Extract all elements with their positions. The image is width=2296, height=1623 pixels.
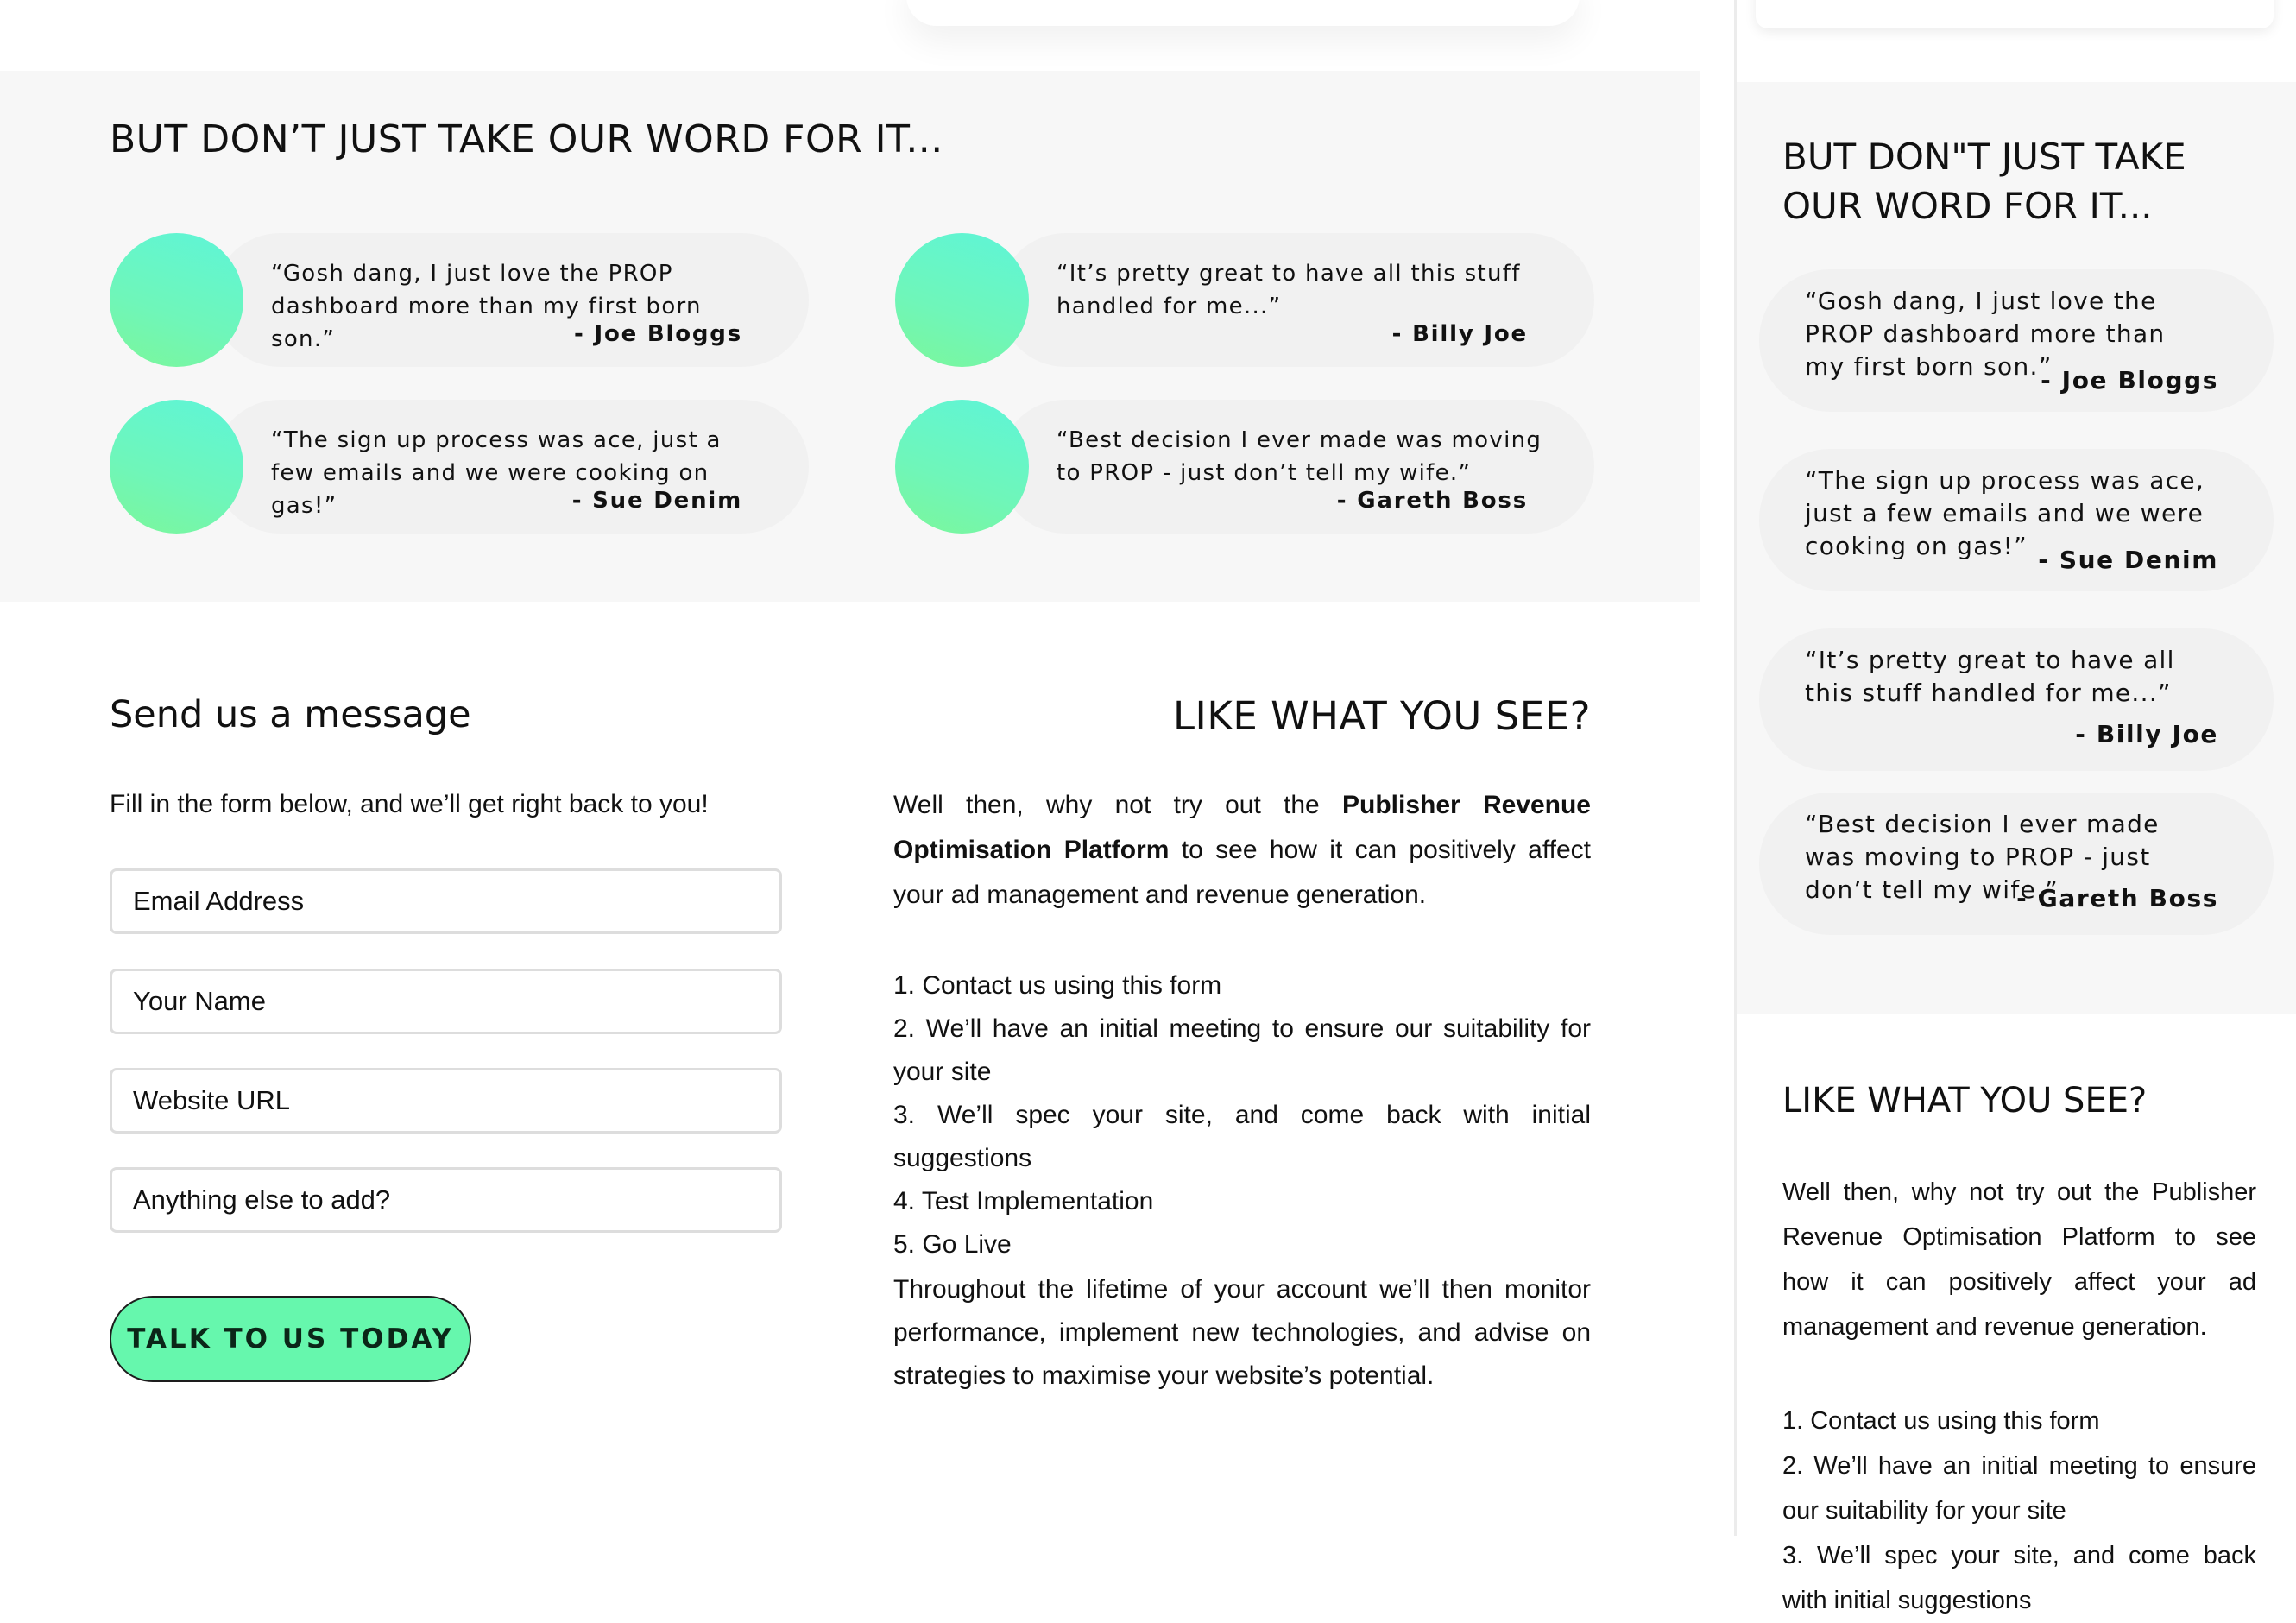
testimonial-quote: “It’s pretty great to have all this stuff handled for me...” [1805, 646, 2175, 707]
testimonial-quote: “It’s pretty great to have all this stuff handled for me...” [1057, 261, 1521, 319]
website-url-field[interactable] [110, 1068, 782, 1134]
like-what-you-see-heading: LIKE WHAT YOU SEE? [1172, 693, 1591, 739]
testimonial-card [895, 400, 1594, 534]
name-field[interactable] [110, 969, 782, 1034]
avatar [110, 400, 243, 534]
mobile-testimonial-card [1759, 269, 2274, 412]
talk-to-us-button[interactable]: TALK TO US TODAY [110, 1296, 471, 1382]
step-item: 3. We’ll spec your site, and come back with initial suggestions [893, 1101, 1591, 1172]
email-field[interactable] [110, 868, 782, 934]
step-item: 5. Go Live [893, 1230, 1012, 1259]
avatar [895, 400, 1029, 534]
intro-text-end: to see how it can positively affect your ad management and revenue generation. [893, 836, 1592, 909]
mobile-testimonial-card [1759, 628, 2274, 771]
mobile-testimonial-card [1759, 449, 2274, 591]
mobile-like-what-you-see-body: Well then, why not try out the Publisher Revenue Optimisation Platform to see how it can positively affect your ad management and revenue generation. [1782, 1178, 2256, 1341]
like-what-you-see-intro [893, 783, 1591, 918]
testimonial-quote: “Gosh dang, I just love the PROP dashboard more than my first born son.” [1805, 287, 2166, 381]
testimonial-quote: “Gosh dang, I just love the PROP dashboard more than my first born son.” [271, 261, 702, 352]
testimonial-author: - Sue Denim [571, 488, 742, 514]
platform-name: Publisher Revenue Optimisation Platform [893, 791, 1591, 864]
step-item: 2. We’ll have an initial meeting to ensure our suitability for your site [1782, 1452, 2256, 1525]
testimonial-quote: “The sign up process was ace, just a few emails and we were cooking on gas!” [271, 427, 722, 519]
testimonial-card [110, 400, 809, 534]
step-item: 2. We’ll have an initial meeting to ensure our suitability for your site [893, 1014, 1591, 1086]
avatar [895, 233, 1029, 367]
intro-text: Well then, why not try out the [893, 791, 1342, 819]
testimonial-author: - Gareth Boss [1336, 488, 1528, 514]
testimonial-author: - Gareth Boss [2016, 884, 2218, 913]
like-what-you-see-outro: Throughout the lifetime of your account we’ll then monitor performance, implement new technologies, and advise on strategies to maximise your website’s potential. [893, 1275, 1591, 1390]
top-card [1756, 0, 2274, 28]
step-item: 1. Contact us using this form [893, 971, 1222, 1000]
testimonial-author: - Billy Joe [1391, 321, 1528, 347]
testimonial-card [110, 233, 809, 367]
testimonials-heading: BUT DON’T JUST TAKE OUR WORD FOR IT... [110, 117, 943, 161]
form-title: Send us a message [110, 693, 471, 736]
mobile-testimonial-card [1759, 793, 2274, 935]
message-field[interactable] [110, 1167, 782, 1233]
mobile-steps-list [1782, 1399, 2256, 1623]
mobile-preview [1737, 0, 2296, 1614]
mobile-testimonials-heading: BUT DON"T JUST TAKE OUR WORD FOR IT... [1782, 136, 2186, 227]
testimonial-author: - Joe Bloggs [2041, 366, 2218, 395]
mobile-like-what-you-see-heading: LIKE WHAT YOU SEE? [1782, 1081, 2148, 1121]
step-item: 4. Test Implementation [893, 1187, 1154, 1216]
testimonial-author: - Sue Denim [2038, 546, 2218, 574]
testimonial-card [895, 233, 1594, 367]
testimonial-author: - Billy Joe [2075, 720, 2218, 748]
testimonial-quote: “The sign up process was ace, just a few emails and we were cooking on gas!” [1805, 466, 2205, 560]
testimonial-quote: “Best decision I ever made was moving to PROP - just don’t tell my wife.” [1057, 427, 1542, 486]
steps-list [893, 964, 1591, 1266]
avatar [110, 233, 243, 367]
step-item: 1. Contact us using this form [1782, 1407, 2100, 1435]
step-item: 3. We’ll spec your site, and come back with initial suggestions [1782, 1542, 2256, 1614]
form-subtitle: Fill in the form below, and we’ll get right back to you! [110, 790, 709, 818]
testimonial-quote: “Best decision I ever made was moving to PROP - just don’t tell my wife.” [1805, 810, 2160, 904]
testimonial-author: - Joe Bloggs [574, 321, 742, 347]
